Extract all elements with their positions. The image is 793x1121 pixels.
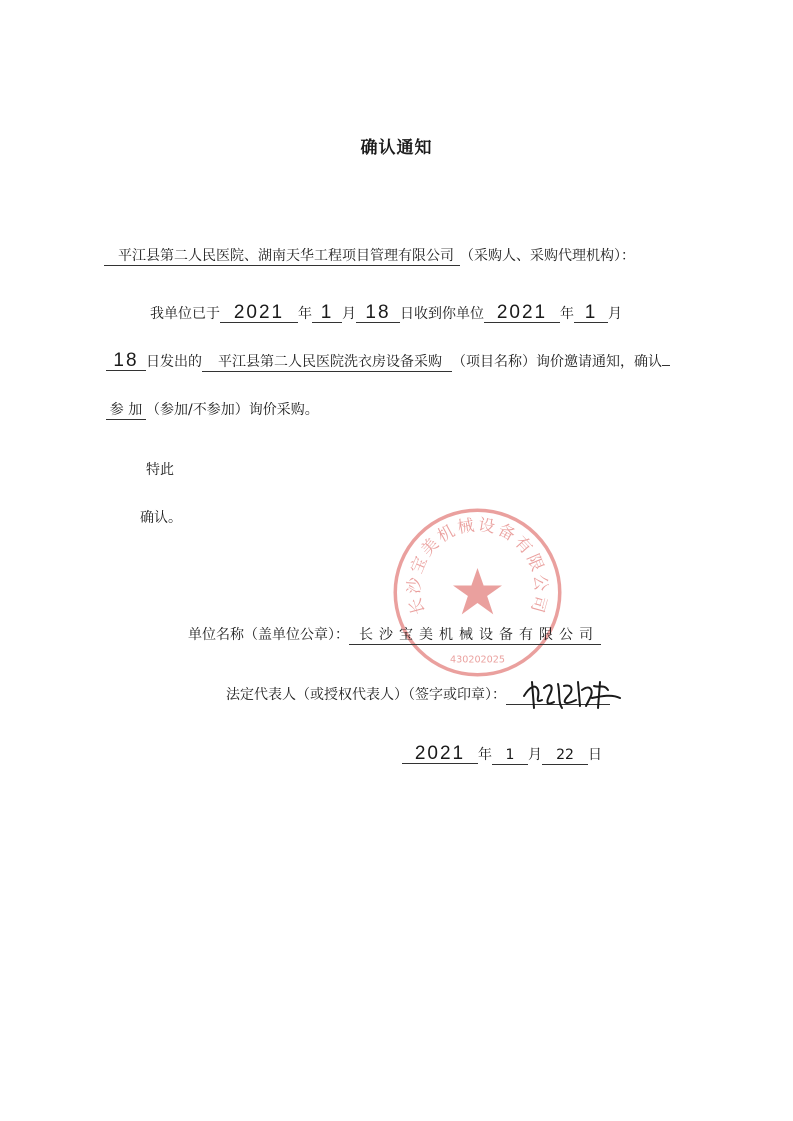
representative-label: 法定代表人（或授权代表人）（签字或印章）： (226, 687, 506, 703)
handwritten-signature (520, 676, 625, 712)
date-year-char: 年 (478, 747, 492, 763)
date-day-char: 日 (588, 747, 602, 763)
receive-month: 1 (312, 304, 342, 323)
send-day-char: 日发出的 (146, 354, 202, 370)
receive-day-char: 日收到你单位 (400, 306, 484, 322)
date-year: 2021 (402, 745, 478, 764)
receive-year: 2021 (220, 304, 298, 323)
document-title: 确认通知 (360, 138, 433, 158)
unit-label: 单位名称（盖单位公章）： (188, 627, 349, 643)
addressee-line (104, 246, 635, 266)
seal-number: 430202025 (449, 654, 506, 666)
intro-text: 我单位已于 (150, 306, 220, 322)
send-day: 18 (106, 352, 146, 371)
year-char: 年 (298, 306, 312, 322)
closing-line-2: 确认。 (140, 510, 182, 526)
company-seal (390, 505, 565, 680)
date-line (402, 745, 602, 765)
closing-line-1: 特此 (146, 462, 174, 478)
month-char: 月 (342, 306, 356, 322)
send-month: 1 (574, 304, 608, 323)
date-month-char: 月 (528, 747, 542, 763)
unit-value: 长沙宝美机械设备有限公司 (349, 626, 601, 645)
date-day: 22 (542, 746, 588, 765)
paragraph-line-1 (150, 304, 622, 324)
addressee-role: （采购人、采购代理机构）： (460, 248, 635, 264)
paragraph-line-3 (106, 400, 319, 420)
project-name: 平江县第二人民医院洗衣房设备采购 (202, 353, 452, 372)
addressee-name: 平江县第二人民医院、湖南天华工程项目管理有限公司 (104, 247, 460, 266)
participate-choice: 参 加 (106, 401, 146, 420)
date-month: 1 (492, 746, 528, 765)
project-tail: （项目名称）询价邀请通知，确认 (452, 354, 662, 370)
seal-text: 长沙宝美机械设备有限公司 (404, 515, 551, 618)
unit-name-line (188, 625, 601, 645)
participate-tail: （参加/不参加）询价采购。 (146, 402, 319, 418)
paragraph-line-2 (106, 352, 670, 372)
send-year: 2021 (484, 304, 560, 323)
blank-underline (662, 365, 670, 366)
year-char-2: 年 (560, 306, 574, 322)
month-char-2: 月 (608, 306, 622, 322)
receive-day: 18 (356, 304, 400, 323)
